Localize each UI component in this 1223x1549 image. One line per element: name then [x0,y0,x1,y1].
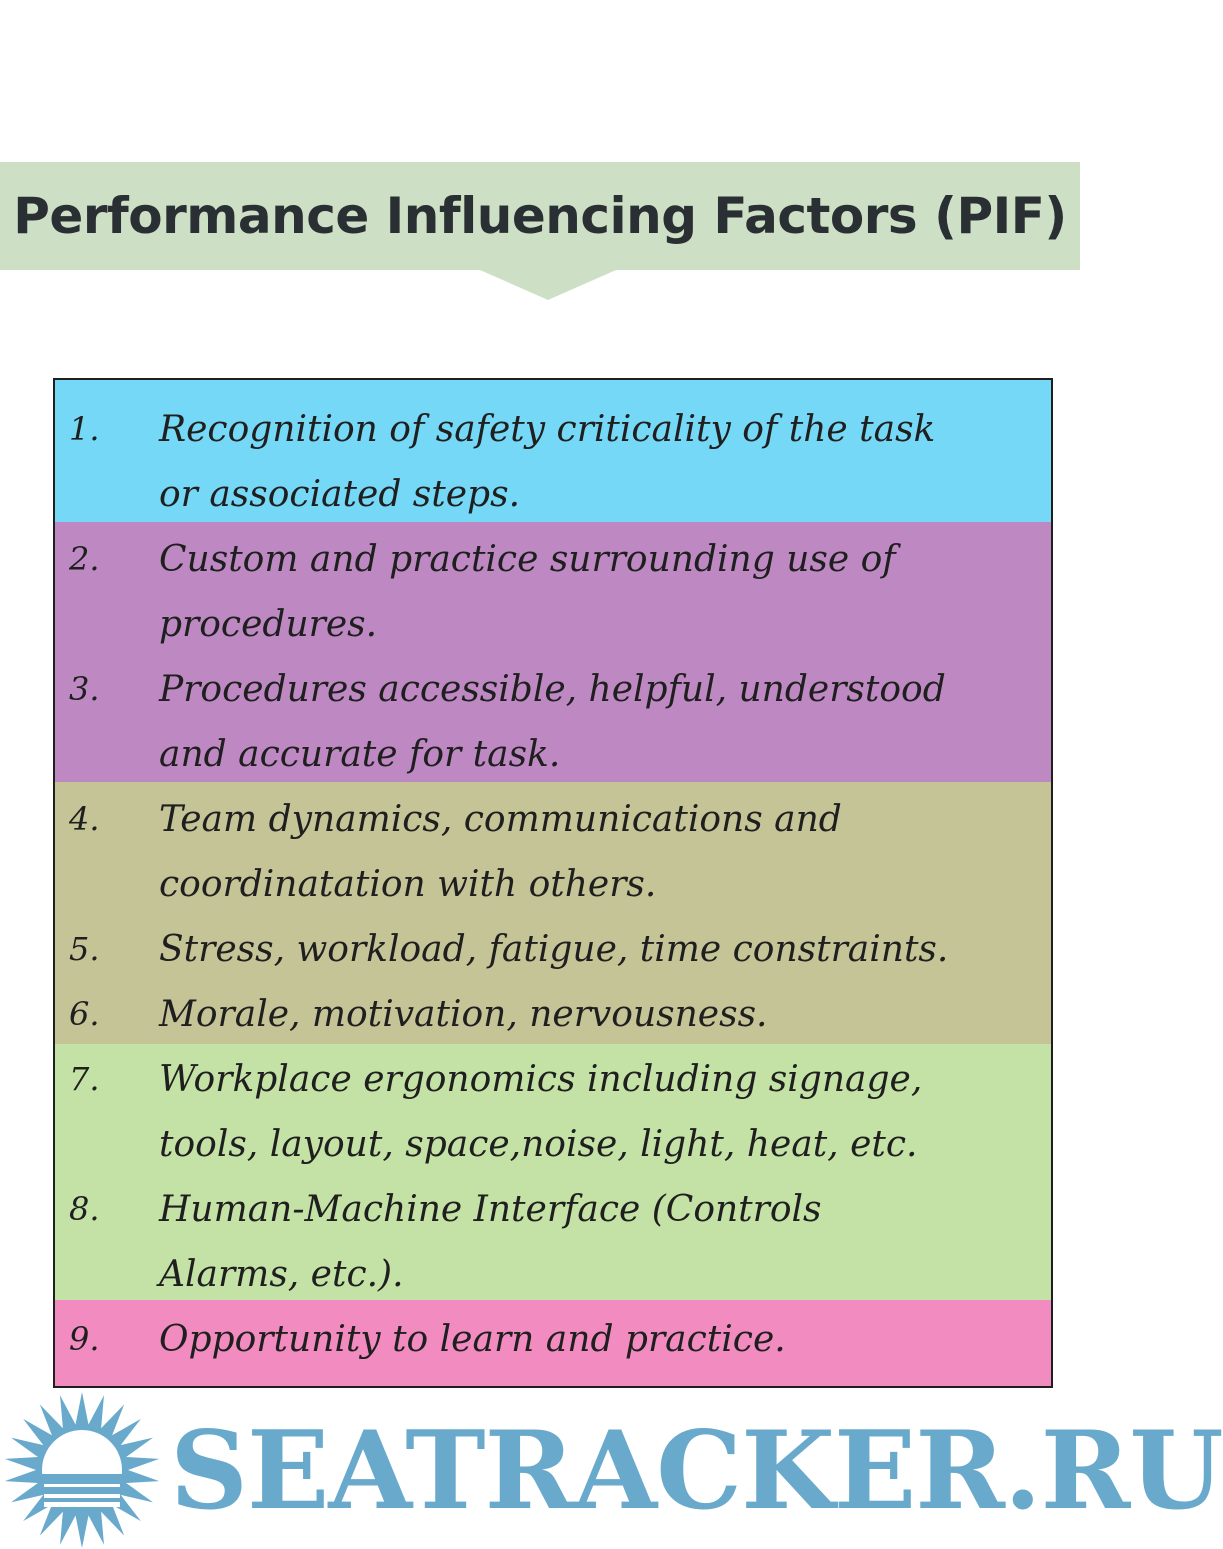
logo-wordmark: SEATRACKER.RU [170,1408,1223,1534]
item-number: 2. [69,540,100,578]
item-text: Recognition of safety criticality of the task or associated steps. [159,409,936,515]
item-number: 3. [69,670,100,708]
item-text: Human-Machine Interface (Controls Alarms, etc.). [159,1189,822,1295]
item-number: 5. [69,930,100,968]
item-text: Opportunity to learn and practice. [159,1319,786,1360]
item-number: 8. [69,1190,100,1228]
item-text: Procedures accessible, helpful, understood and accurate for task. [159,669,946,775]
item-number: 7. [69,1060,100,1098]
item-number: 1. [69,410,100,448]
item-text: Workplace ergonomics including signage, tools, layout, space,noise, light, heat, etc. [159,1059,923,1165]
item-number: 4. [69,800,100,838]
title-banner-arrow [480,270,616,300]
site-logo [0,1390,1223,1549]
sun-icon [0,1390,165,1549]
item-text: Team dynamics, communications and coordinatation with others. [159,799,842,905]
item-number: 6. [69,995,100,1033]
item-number: 9. [69,1320,100,1358]
page-title: Performance Influencing Factors (PIF) [13,187,1067,245]
item-text: Morale, motivation, nervousness. [159,994,768,1035]
pif-list [53,378,1053,1388]
item-text: Custom and practice surrounding use of procedures. [159,539,896,645]
item-text: Stress, workload, fatigue, time constraints. [159,929,949,970]
